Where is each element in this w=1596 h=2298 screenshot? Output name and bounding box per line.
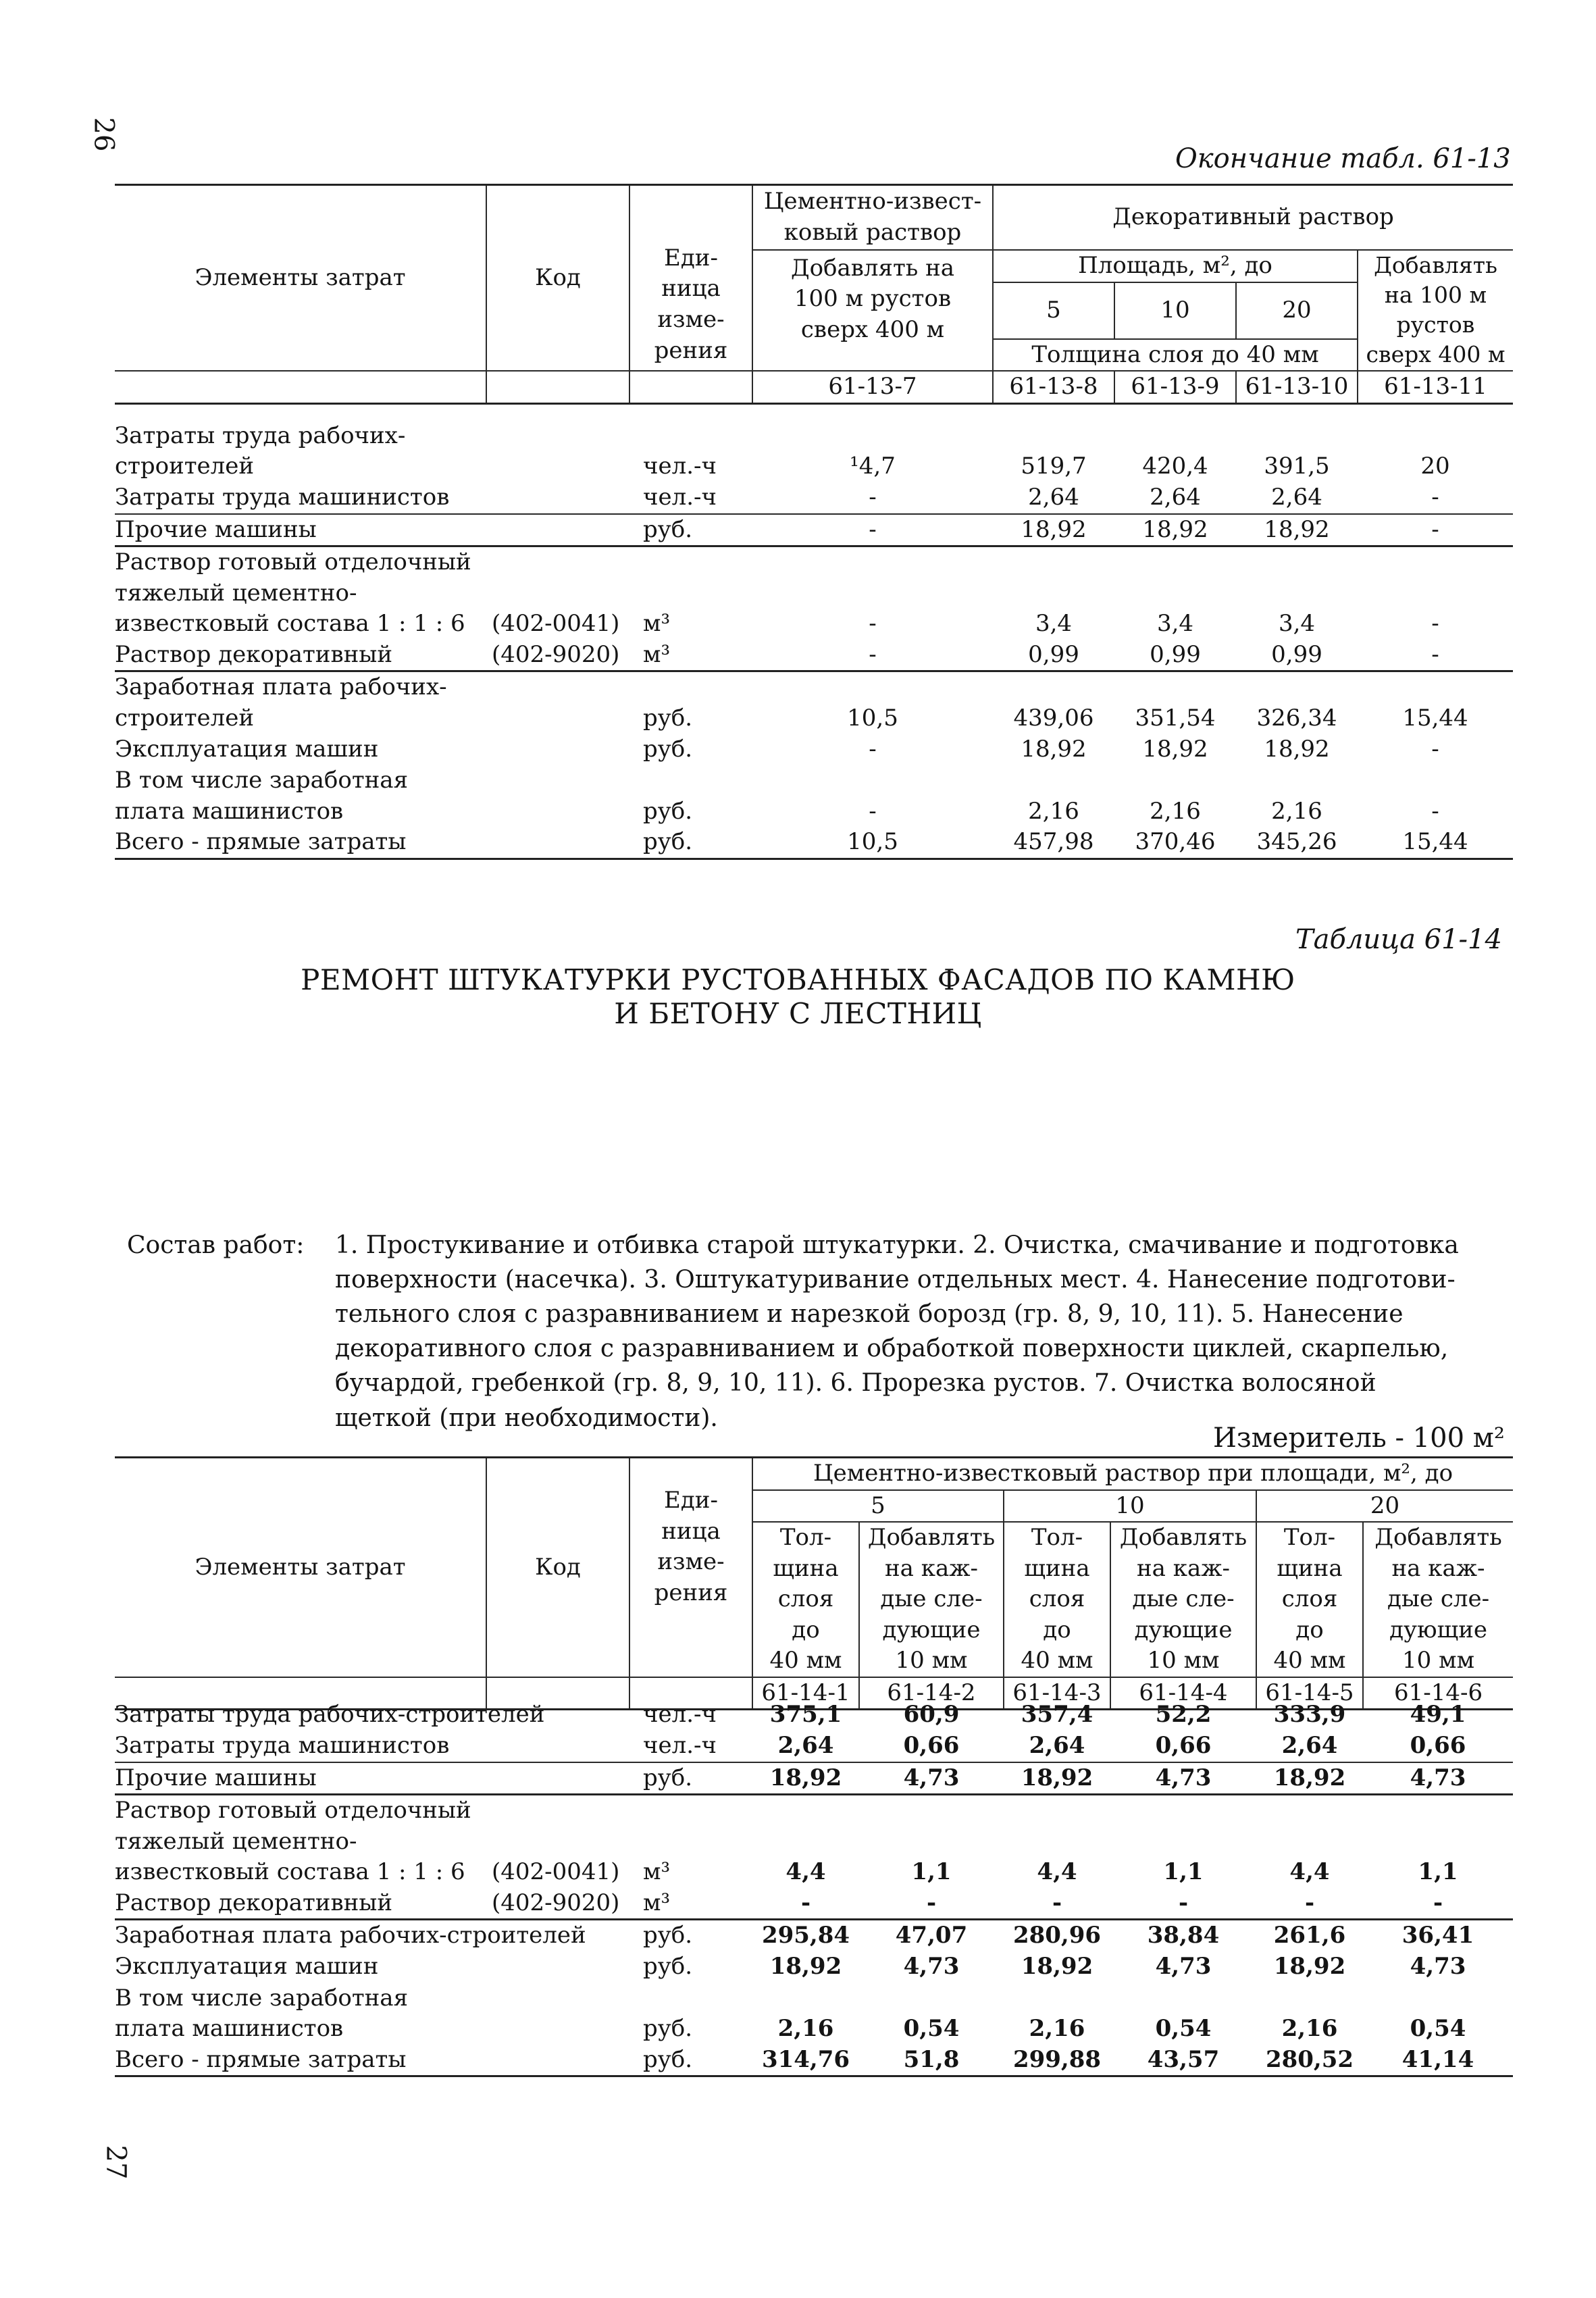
- table-row: [115, 514, 1513, 546]
- row-value: 333,9: [1273, 1701, 1346, 1729]
- row-code: [486, 1983, 629, 2045]
- row-label: Затраты труда машинистов: [115, 1731, 486, 1762]
- row-value: -: [1110, 1888, 1256, 1920]
- row-label: Раствор декоративный: [115, 1888, 486, 1920]
- row-value: 0,66: [1110, 1731, 1256, 1762]
- row-value: -: [752, 482, 993, 514]
- row-code: [486, 514, 629, 546]
- header-code: [486, 185, 629, 372]
- page-number-top: 26: [88, 117, 120, 152]
- row-value: 60,9: [903, 1701, 960, 1729]
- meter-label: Измеритель - 100 м²: [1213, 1423, 1505, 1454]
- header-add-20: Добавлять на каж- дые сле- дующие 10 мм: [1363, 1522, 1513, 1677]
- table-14-header: [115, 1456, 1513, 1710]
- header-unit: Еди- ница изме- рения: [629, 185, 752, 372]
- row-value: 18,92: [769, 1953, 842, 1981]
- row-value: 261,6: [1273, 1922, 1346, 1949]
- table-row: [115, 1888, 1513, 1920]
- header-cement-add: Добавлять на 100 м рустов сверх 400 м: [752, 250, 993, 372]
- header-thickness-20: Тол- щина слоя до 40 мм: [1256, 1522, 1363, 1677]
- row-value: 18,92: [1256, 1762, 1363, 1795]
- row-value: 1,1: [1163, 1858, 1204, 1886]
- table-row: [115, 1983, 1513, 2045]
- row-label: Раствор готовый отделочный тяжелый цементно- известковый состава 1 : 1 : 6: [115, 1797, 471, 1886]
- table-13-body: [115, 420, 1513, 860]
- row-value: 15,44: [1402, 704, 1468, 732]
- header-mortar-group: Цементно-известковый раствор при площади, м², до: [752, 1458, 1513, 1490]
- table-14-title-line-2: И БЕТОНУ С ЛЕСТНИЦ: [614, 997, 982, 1030]
- table-row: [115, 671, 1513, 734]
- work-text-line: поверхности (насечка). 3. Оштукатуривание отдельных мест. 4. Нанесение подготови-: [335, 1266, 1456, 1294]
- table-row: [115, 1795, 1513, 1888]
- row-value: 18,92: [1114, 514, 1236, 546]
- row-code: [486, 482, 629, 514]
- row-label: Затраты труда рабочих-строителей: [115, 1701, 545, 1729]
- header-elements: [115, 1458, 486, 1677]
- row-label: Эксплуатация машин: [115, 735, 379, 763]
- row-value: 4,4: [786, 1858, 826, 1886]
- row-value: 0,54: [903, 2015, 960, 2043]
- header-code: [486, 1458, 629, 1677]
- row-value: 357,4: [1021, 1701, 1093, 1729]
- row-value: 3,4: [1278, 610, 1316, 638]
- row-value: 519,7: [1021, 453, 1087, 480]
- header-elements-text: Элементы затрат: [195, 263, 406, 291]
- row-value: 10,5: [752, 827, 993, 859]
- row-value: 457,98: [993, 827, 1114, 859]
- row-label: Заработная плата рабочих-строителей: [115, 1922, 586, 1949]
- table-row: [115, 2045, 1513, 2076]
- row-unit: чел.-ч: [643, 453, 717, 480]
- row-value: 2,16: [1271, 797, 1322, 825]
- row-label: Затраты труда машинистов: [115, 482, 486, 514]
- row-value: 4,73: [859, 1762, 1004, 1795]
- row-unit: руб.: [643, 797, 693, 825]
- row-value: 18,92: [1021, 1953, 1093, 1981]
- row-value: 0,54: [1155, 2015, 1212, 2043]
- row-code: [486, 1731, 629, 1762]
- table-14-body: [115, 1700, 1513, 2077]
- row-unit: м³: [629, 640, 752, 671]
- row-value: 0,66: [859, 1731, 1004, 1762]
- row-value: 47,07: [895, 1922, 968, 1949]
- row-value: 2,16: [1281, 2015, 1338, 2043]
- row-value: 280,52: [1256, 2045, 1363, 2076]
- row-value: 18,92: [1021, 735, 1087, 763]
- row-value: -: [752, 514, 993, 546]
- table-row: [115, 1951, 1513, 1983]
- row-code: [486, 765, 629, 827]
- row-value: 370,46: [1114, 827, 1236, 859]
- row-value: 345,26: [1236, 827, 1358, 859]
- header-area: Площадь, м², до: [993, 250, 1358, 282]
- row-unit: руб.: [629, 2045, 752, 2076]
- row-value: -: [1431, 735, 1439, 763]
- row-value: 299,88: [1004, 2045, 1110, 2076]
- row-value: 2,64: [1004, 1731, 1110, 1762]
- page-number-bottom: 27: [100, 2145, 132, 2180]
- row-label: Затраты труда рабочих- строителей: [115, 422, 406, 480]
- header-area-10: 10: [1004, 1490, 1256, 1523]
- col-code-61-14-4: 61-14-4: [1110, 1677, 1256, 1710]
- row-unit: чел.-ч: [629, 1731, 752, 1762]
- row-unit: руб.: [643, 704, 693, 732]
- work-text-line: бучардой, гребенкой (гр. 8, 9, 10, 11). 6. Прорезка рустов. 7. Очистка волосяной: [335, 1369, 1376, 1398]
- work-text-line: декоративного слоя с разравниванием и обработкой поверхности циклей, скарпелью,: [335, 1335, 1449, 1363]
- row-value: 375,1: [769, 1701, 842, 1729]
- row-value: -: [859, 1888, 1004, 1920]
- table-row: [115, 827, 1513, 859]
- row-unit: руб.: [643, 2015, 693, 2043]
- row-code: (402-9020): [486, 640, 629, 671]
- row-value: 2,64: [993, 482, 1114, 514]
- col-code-61-13-8: 61-13-8: [993, 371, 1114, 403]
- row-value: 0,66: [1363, 1731, 1513, 1762]
- row-value: 4,73: [903, 1953, 960, 1981]
- row-value: 4,73: [1363, 1762, 1513, 1795]
- row-code: [486, 734, 629, 765]
- row-value: 1,1: [911, 1858, 952, 1886]
- header-thickness-5: Тол- щина слоя до 40 мм: [752, 1522, 859, 1677]
- row-value: -: [869, 797, 877, 825]
- header-add-5: Добавлять на каж- дые сле- дующие 10 мм: [859, 1522, 1004, 1677]
- header-thickness-10: Тол- щина слоя до 40 мм: [1004, 1522, 1110, 1677]
- row-value: 2,64: [1236, 482, 1358, 514]
- row-value: 439,06: [1013, 704, 1094, 732]
- row-value: -: [1358, 482, 1513, 514]
- work-composition-label: Состав работ:: [127, 1231, 305, 1259]
- row-value: -: [869, 735, 877, 763]
- row-unit: м³: [629, 1888, 752, 1920]
- row-value: 2,64: [1114, 482, 1236, 514]
- row-unit: м³: [643, 610, 671, 638]
- row-value: 38,84: [1147, 1922, 1220, 1949]
- row-code: (402-0041): [492, 1858, 620, 1886]
- row-value: 2,16: [1029, 2015, 1085, 2043]
- table-row: [115, 1920, 1513, 1951]
- row-value: 18,92: [1004, 1762, 1110, 1795]
- row-value: 0,99: [1114, 640, 1236, 671]
- row-value: -: [752, 640, 993, 671]
- row-value: 18,92: [1273, 1953, 1346, 1981]
- row-value: 351,54: [1135, 704, 1216, 732]
- row-value: 0,99: [993, 640, 1114, 671]
- row-value: 0,99: [1236, 640, 1358, 671]
- row-value: 1,1: [1418, 1858, 1458, 1886]
- col-code-61-14-2: 61-14-2: [859, 1677, 1004, 1710]
- row-value: 4,4: [1037, 1858, 1077, 1886]
- table-row: [115, 482, 1513, 514]
- work-text-line: 1. Простукивание и отбивка старой штукатурки. 2. Очистка, смачивание и подготовка: [335, 1231, 1459, 1259]
- row-value: 3,4: [1035, 610, 1073, 638]
- row-value: -: [1256, 1888, 1363, 1920]
- header-code-text: Код: [535, 1553, 581, 1581]
- row-unit: руб.: [629, 1762, 752, 1795]
- row-unit: руб.: [643, 1953, 693, 1981]
- header-unit: Еди- ница изме- рения: [629, 1458, 752, 1677]
- table-row: [115, 546, 1513, 640]
- row-value: 0,54: [1410, 2015, 1466, 2043]
- header-area-5: 5: [993, 282, 1114, 339]
- row-code: [486, 827, 629, 859]
- row-code: [486, 420, 629, 482]
- row-value: 18,92: [752, 1762, 859, 1795]
- work-composition-text: [335, 1228, 1517, 1435]
- row-value: 2,64: [752, 1731, 859, 1762]
- row-value: 4,73: [1155, 1953, 1212, 1981]
- header-cement-group: Цементно-извест- ковый раствор: [752, 185, 993, 250]
- row-value: -: [1358, 640, 1513, 671]
- row-value: 15,44: [1358, 827, 1513, 859]
- table-row: [115, 765, 1513, 827]
- col-code-61-14-5: 61-14-5: [1256, 1677, 1363, 1710]
- row-value: 52,2: [1155, 1701, 1212, 1729]
- col-code-61-14-6: 61-14-6: [1363, 1677, 1513, 1710]
- row-label: Прочие машины: [115, 514, 486, 546]
- row-value: 36,41: [1401, 1922, 1474, 1949]
- row-value: 2,16: [1150, 797, 1201, 825]
- row-value: 295,84: [761, 1922, 850, 1949]
- work-text-line: тельного слоя с разравниванием и нарезкой борозд (гр. 8, 9, 10, 11). 5. Нанесение: [335, 1300, 1404, 1329]
- row-label: В том числе заработная плата машинистов: [115, 767, 409, 825]
- table-14-label: Таблица 61-14: [1295, 924, 1502, 955]
- row-label: Заработная плата рабочих- строителей: [115, 673, 447, 732]
- header-elements-text: Элементы затрат: [195, 1553, 406, 1581]
- header-code-spacer: [629, 371, 752, 403]
- row-value: 18,92: [993, 514, 1114, 546]
- row-value: ¹4,7: [850, 453, 896, 480]
- col-code-61-13-10: 61-13-10: [1236, 371, 1358, 403]
- header-area-5: 5: [752, 1490, 1004, 1523]
- row-value: 4,73: [1110, 1762, 1256, 1795]
- row-value: 314,76: [752, 2045, 859, 2076]
- row-unit: руб.: [643, 1922, 693, 1949]
- row-unit: руб.: [629, 827, 752, 859]
- header-area-20: 20: [1236, 282, 1358, 339]
- row-unit: руб.: [643, 735, 693, 763]
- table-13-header: [115, 184, 1513, 405]
- header-elements: [115, 185, 486, 372]
- table-row: [115, 1731, 1513, 1762]
- col-code-61-14-3: 61-14-3: [1004, 1677, 1110, 1710]
- table-row: [115, 420, 1513, 482]
- row-code: (402-0041): [492, 610, 620, 638]
- row-value: -: [752, 1888, 859, 1920]
- row-code: (402-9020): [486, 1888, 629, 1920]
- row-value: 51,8: [859, 2045, 1004, 2076]
- row-code: [486, 2045, 629, 2076]
- row-label: Эксплуатация машин: [115, 1953, 379, 1981]
- row-value: -: [1363, 1888, 1513, 1920]
- row-value: 18,92: [1142, 735, 1208, 763]
- row-label: В том числе заработная плата машинистов: [115, 1984, 409, 2043]
- row-value: 18,92: [1264, 735, 1330, 763]
- header-code-text: Код: [535, 263, 581, 291]
- row-value: 49,1: [1410, 1701, 1466, 1729]
- table-row: [115, 1762, 1513, 1795]
- header-area-10: 10: [1114, 282, 1236, 339]
- row-value: 391,5: [1264, 453, 1330, 480]
- row-value: 4,73: [1410, 1953, 1466, 1981]
- header-decor-group: Декоративный раствор: [993, 185, 1513, 250]
- table-13-caption: Окончание табл. 61-13: [1175, 143, 1511, 174]
- row-value: 43,57: [1110, 2045, 1256, 2076]
- header-add-10: Добавлять на каж- дые сле- дующие 10 мм: [1110, 1522, 1256, 1677]
- header-code-spacer: [486, 371, 629, 403]
- row-value: 2,64: [1256, 1731, 1363, 1762]
- header-area-20: 20: [1256, 1490, 1513, 1523]
- row-value: 2,16: [1028, 797, 1079, 825]
- row-value: 18,92: [1236, 514, 1358, 546]
- header-code-spacer: [115, 371, 486, 403]
- row-unit: чел.-ч: [629, 482, 752, 514]
- col-code-61-14-1: 61-14-1: [752, 1677, 859, 1710]
- col-code-61-13-9: 61-13-9: [1114, 371, 1236, 403]
- row-value: 4,4: [1289, 1858, 1330, 1886]
- table-row: [115, 734, 1513, 765]
- table-row: [115, 1700, 1513, 1731]
- row-value: -: [1431, 797, 1439, 825]
- row-unit: м³: [643, 1858, 671, 1886]
- header-decor-add: Добавлять на 100 м рустов сверх 400 м: [1358, 250, 1513, 372]
- row-value: -: [1358, 514, 1513, 546]
- row-code: [486, 1762, 629, 1795]
- row-unit: руб.: [629, 514, 752, 546]
- col-code-61-13-7: 61-13-7: [752, 371, 993, 403]
- work-text-line: щеткой (при необходимости).: [335, 1404, 718, 1432]
- row-label: Раствор готовый отделочный тяжелый цементно- известковый состава 1 : 1 : 6: [115, 548, 471, 638]
- table-row: [115, 640, 1513, 671]
- row-label: Раствор декоративный: [115, 640, 486, 671]
- row-code: [486, 671, 629, 734]
- row-value: 3,4: [1156, 610, 1194, 638]
- row-value: 41,14: [1363, 2045, 1513, 2076]
- col-code-61-13-11: 61-13-11: [1358, 371, 1513, 403]
- row-code: [486, 1951, 629, 1983]
- row-value: 326,34: [1256, 704, 1337, 732]
- row-label: Всего - прямые затраты: [115, 2045, 486, 2076]
- row-value: 280,96: [1012, 1922, 1102, 1949]
- row-label: Всего - прямые затраты: [115, 827, 486, 859]
- row-value: 20: [1420, 453, 1450, 480]
- row-value: -: [1431, 610, 1439, 638]
- row-value: -: [869, 610, 877, 638]
- table-14-title-line-1: РЕМОНТ ШТУКАТУРКИ РУСТОВАННЫХ ФАСАДОВ ПО КАМНЮ: [301, 963, 1295, 996]
- header-thickness: Толщина слоя до 40 мм: [993, 339, 1358, 372]
- row-value: 2,16: [777, 2015, 834, 2043]
- row-unit: чел.-ч: [643, 1701, 717, 1729]
- row-value: -: [1004, 1888, 1110, 1920]
- row-label: Прочие машины: [115, 1762, 486, 1795]
- row-value: 10,5: [847, 704, 898, 732]
- row-value: 420,4: [1142, 453, 1208, 480]
